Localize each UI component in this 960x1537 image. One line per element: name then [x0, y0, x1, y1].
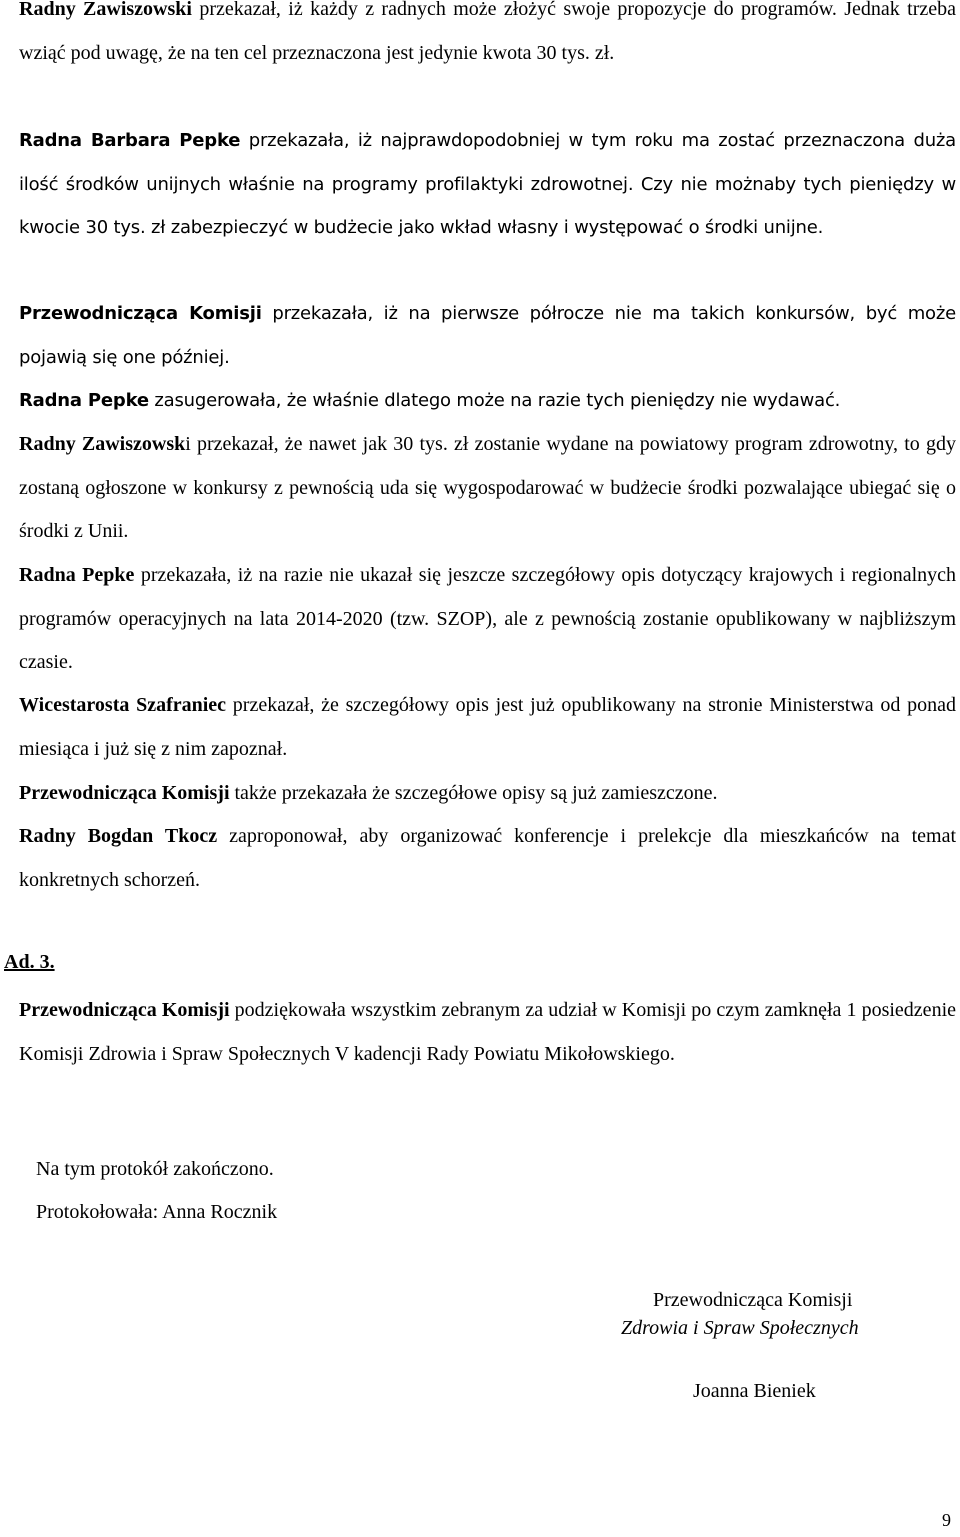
speaker-name: Radna Pepke [19, 564, 135, 586]
speaker-name: Radna Barbara Pepke [19, 130, 241, 151]
paragraph-text: przekazała, iż na razie nie ukazał się jeszcze szczegółowy opis dotyczący krajowych i regionalnych programów operacyjnych na lata 2014-2020 (tzw. SZOP), ale z pewnością zostanie opublikowany w najbliższym czasie. [19, 564, 957, 673]
paragraph-text: także przekazała że szczegółowe opisy są już zamieszczone. [229, 782, 718, 804]
paragraph-text: zaproponował, aby organizować konferencje i prelekcje dla mieszkańców na temat konkretnych schorzeń. [19, 825, 957, 891]
page-number: 9 [942, 1510, 951, 1530]
paragraph-text: podziękowała wszystkim zebranym za udział w Komisji po czym zamknęła 1 posiedzenie Komisji Zdrowia i Spraw Społecznych V kadencji Rady Powiatu Mikołowskiego. [19, 999, 956, 1065]
paragraph-text: przekazał, iż każdy z radnych może złożyć swoje propozycje do programów. Jednak trzeba wziąć pod uwagę, że na ten cel przeznaczona jest jedynie kwota 30 tys. zł. [19, 0, 956, 64]
minutes-taker: Protokołowała: Anna Rocznik [36, 1201, 278, 1223]
speaker-name: Przewodnicząca Komisji [19, 782, 230, 804]
paragraph-chair-published [19, 772, 956, 816]
paragraph-chair-closing [19, 989, 956, 1076]
speaker-name: Wicestarosta Szafraniec [19, 694, 227, 716]
speaker-name: Przewodnicząca Komisji [19, 303, 262, 324]
paragraph-pepke-suggestion [19, 379, 956, 423]
paragraph-chair-no-contests [19, 292, 956, 379]
paragraph-zawiszowski-proposals [19, 0, 956, 75]
paragraph-text: przekazała, iż na pierwsze półrocze nie ma takich konkursów, być może pojawią się one później. [19, 303, 956, 368]
signature-title: Przewodnicząca Komisji [653, 1289, 853, 1311]
paragraph-zawiszowski-program [19, 423, 956, 554]
paragraph-szafraniec-published [19, 684, 956, 771]
paragraph-pepke-eu-funds [19, 119, 956, 250]
speaker-name: Przewodnicząca Komisji [19, 999, 230, 1021]
closing-statement: Na tym protokół zakończono. [36, 1158, 274, 1180]
paragraph-text: i przekazał, że nawet jak 30 tys. zł zostanie wydane na powiatowy program zdrowotny, to gdy zostaną ogłoszone w konkursy z pewnością uda się wygospodarować w budżecie środki pozwalające ubiegać się o środki z Unii. [19, 433, 956, 542]
speaker-name: Radny Zawiszowsk [19, 433, 186, 455]
paragraph-text: przekazała, iż najprawdopodobniej w tym roku ma zostać przeznaczona duża ilość środków unijnych właśnie na programy profilaktyki zdrowotnej. Czy nie możnaby tych pieniędzy w kwocie 30 tys. zł zabezpieczyć w budżecie jako wkład własny i występować o środki unijne. [19, 130, 956, 238]
speaker-name: Radny Bogdan Tkocz [19, 825, 218, 847]
speaker-name: Radny Zawiszowski [19, 0, 192, 20]
paragraph-pepke-szop [19, 554, 956, 685]
speaker-name: Radna Pepke [19, 390, 149, 411]
paragraph-text: przekazał, że szczegółowy opis jest już opublikowany na stronie Ministerstwa od ponad miesiąca i już się z nim zapoznał. [19, 694, 957, 760]
section-heading: Ad. 3. [4, 951, 55, 973]
paragraph-tkocz-conferences [19, 815, 956, 902]
signature-committee: Zdrowia i Spraw Społecznych [621, 1317, 859, 1339]
paragraph-text: zasugerowała, że właśnie dlatego może na razie tych pieniędzy nie wydawać. [148, 390, 841, 411]
signature-name: Joanna Bieniek [693, 1380, 816, 1402]
